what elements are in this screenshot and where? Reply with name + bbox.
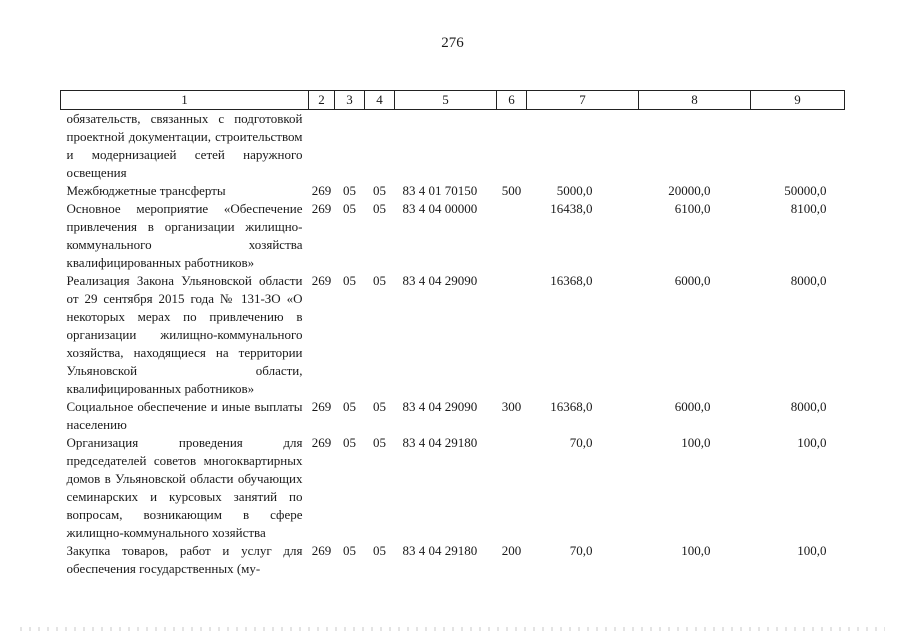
table-cell: 83 4 04 29090 — [402, 273, 478, 288]
table-cell — [395, 110, 497, 183]
column-header: 1 — [61, 91, 309, 110]
table-cell — [751, 110, 845, 183]
table-cell: 6000,0 — [674, 399, 711, 414]
table-cell: 05 — [373, 201, 386, 216]
table-cell: 83 4 04 29180 — [402, 543, 478, 558]
table-cell — [309, 110, 335, 183]
table-row — [61, 110, 845, 183]
table-cell: 20000,0 — [668, 183, 711, 198]
table-cell: 8100,0 — [790, 201, 827, 216]
column-header: 9 — [751, 91, 845, 110]
row-name-cell: Социальное обеспечение и иные выплаты населению — [66, 399, 303, 432]
table-cell — [527, 110, 639, 183]
table-cell: 8000,0 — [790, 399, 827, 414]
table-cell: 500 — [501, 183, 522, 198]
column-header: 4 — [365, 91, 395, 110]
table-cell: 269 — [311, 273, 332, 288]
table-row — [61, 182, 845, 200]
table-row — [61, 542, 845, 578]
header-row — [61, 91, 845, 110]
table-cell: 05 — [373, 543, 386, 558]
table-cell: 05 — [343, 201, 356, 216]
table-cell: 8000,0 — [790, 273, 827, 288]
table-row — [61, 200, 845, 272]
table-cell: 83 4 04 29090 — [402, 399, 478, 414]
table-cell: 16368,0 — [550, 399, 593, 414]
column-header: 7 — [527, 91, 639, 110]
table-cell: 100,0 — [797, 435, 827, 450]
table-cell: 70,0 — [569, 435, 593, 450]
table-cell: 70,0 — [569, 543, 593, 558]
table-cell: 100,0 — [681, 543, 711, 558]
table-cell: 16438,0 — [550, 201, 593, 216]
table-cell: 300 — [501, 399, 522, 414]
table-cell — [365, 110, 395, 183]
page-number: 276 — [441, 35, 464, 51]
table-cell: 83 4 04 00000 — [402, 201, 478, 216]
row-name-cell: Закупка товаров, работ и услуг для обеспечения государственных (му- — [66, 543, 303, 576]
row-name-cell: Реализация Закона Ульяновской области от 29 сентября 2015 года № 131-ЗО «О некоторых мерах по привлечению в организации жилищно-коммунального хозяйства, находящиеся на территории Ульяновской области, квалифицированных работников» — [66, 273, 303, 396]
table-cell: 5000,0 — [556, 183, 593, 198]
budget-table — [60, 90, 845, 578]
table-cell: 83 4 01 70150 — [402, 183, 478, 198]
table-row — [61, 434, 845, 542]
column-header: 5 — [395, 91, 497, 110]
column-header: 2 — [309, 91, 335, 110]
table-cell — [497, 434, 527, 542]
table-row — [61, 272, 845, 398]
table-cell: 83 4 04 29180 — [402, 435, 478, 450]
table-cell: 269 — [311, 201, 332, 216]
row-name-cell: Организация проведения для председателей советов многоквартирных домов в Ульяновской области обучающих семинарских и курсовых занятий по вопросам, возникающим в сфере жилищно-коммунального хозяйства — [66, 435, 303, 540]
table-cell — [497, 272, 527, 398]
table-cell: 269 — [311, 543, 332, 558]
table-cell — [497, 110, 527, 183]
table-cell: 05 — [373, 273, 386, 288]
table-cell: 6100,0 — [674, 201, 711, 216]
table-cell: 05 — [343, 399, 356, 414]
table-cell — [639, 110, 751, 183]
table-cell — [335, 110, 365, 183]
column-header: 3 — [335, 91, 365, 110]
table-cell: 50000,0 — [784, 183, 827, 198]
table-cell: 05 — [373, 435, 386, 450]
row-name-cell: Межбюджетные трансферты — [66, 183, 226, 198]
table-cell: 269 — [311, 399, 332, 414]
row-name-cell: обязательств, связанных с подготовкой проектной документации, строительством и модернизацией сетей наружного освещения — [66, 111, 303, 180]
table-cell: 05 — [373, 183, 386, 198]
table-row — [61, 398, 845, 434]
column-header: 6 — [497, 91, 527, 110]
row-name-cell: Основное мероприятие «Обеспечение привлечения в организации жилищно-коммунального хозяйства квалифицированных работников» — [66, 201, 303, 270]
table-cell: 269 — [311, 183, 332, 198]
table-cell: 100,0 — [797, 543, 827, 558]
table-cell: 6000,0 — [674, 273, 711, 288]
table-cell: 05 — [343, 273, 356, 288]
table-cell: 269 — [311, 435, 332, 450]
table-cell: 05 — [343, 435, 356, 450]
table-cell: 05 — [343, 183, 356, 198]
scan-edge-noise — [20, 627, 885, 631]
table-cell — [497, 200, 527, 272]
column-header: 8 — [639, 91, 751, 110]
table-cell: 05 — [343, 543, 356, 558]
table-cell: 05 — [373, 399, 386, 414]
table-cell: 100,0 — [681, 435, 711, 450]
table-cell: 200 — [501, 543, 522, 558]
table-cell: 16368,0 — [550, 273, 593, 288]
